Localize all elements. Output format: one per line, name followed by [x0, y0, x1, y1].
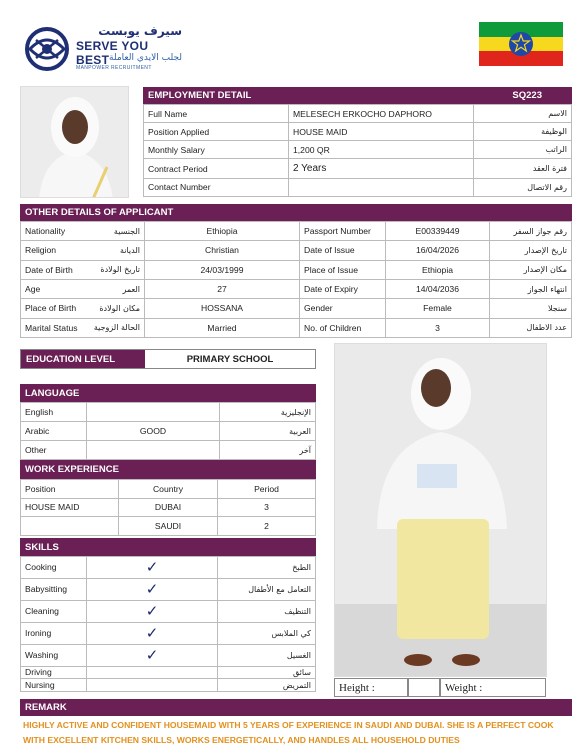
employment-value: MELESECH ERKOCHO DAPHORO [289, 105, 474, 123]
other-value: Christian [145, 241, 300, 260]
language-title: LANGUAGE [25, 387, 80, 399]
remark-title: REMARK [25, 702, 67, 713]
language-header [20, 384, 316, 402]
other-arabic-label-2: عدد الاطفال [490, 318, 572, 337]
skill-label: Babysitting [21, 578, 87, 600]
skill-check-icon: ✓ [87, 600, 218, 622]
logo [22, 24, 182, 74]
skill-label: Driving [21, 666, 87, 679]
skill-check-icon: ✓ [87, 557, 218, 579]
other-arabic-label: الجنسية [89, 222, 145, 241]
height-label: Height : [339, 681, 375, 694]
weight-label: Weight : [445, 681, 483, 694]
work-experience-cell: HOUSE MAID [21, 498, 119, 517]
employment-row [144, 159, 572, 179]
skill-label: Cooking [21, 557, 87, 579]
skills-header [20, 538, 316, 556]
logo-arabic-name: سيرف يوبست [98, 24, 182, 38]
skill-arabic-label: التنظيف [218, 600, 316, 622]
employment-row [144, 141, 572, 159]
skill-arabic-label: كي الملابس [218, 622, 316, 644]
language-label: English [21, 403, 87, 422]
other-arabic-label: مكان الولادة [89, 299, 145, 318]
logo-tagline: MANPOWER RECRUITMENT [76, 65, 152, 71]
other-value-2: Female [386, 299, 490, 318]
height-value-box [408, 678, 440, 697]
skill-check-icon: ✓ [87, 578, 218, 600]
employment-detail-title: EMPLOYMENT DETAIL [148, 90, 252, 101]
language-arabic-label: العربية [220, 422, 316, 441]
logo-english-name: SERVE YOU BEST [76, 39, 149, 67]
language-label: Arabic [21, 422, 87, 441]
weight-field [440, 678, 546, 697]
language-table [20, 402, 316, 460]
skill-row [21, 557, 316, 579]
language-level [87, 441, 220, 460]
other-label: Place of Birth [21, 299, 89, 318]
work-experience-table [20, 479, 316, 536]
employment-arabic-label: الراتب [474, 141, 572, 159]
skill-arabic-label: سائق [218, 666, 316, 679]
employment-detail-header [143, 87, 572, 104]
work-experience-cell [21, 517, 119, 536]
other-label: Date of Birth [21, 260, 89, 279]
logo-arabic-tagline: لجلب الايدي العاملة [109, 53, 182, 63]
other-value: Ethiopia [145, 222, 300, 241]
other-label: Nationality [21, 222, 89, 241]
employment-label: Monthly Salary [144, 141, 289, 159]
other-arabic-label: الديانة [89, 241, 145, 260]
language-arabic-label: الإنجليزية [220, 403, 316, 422]
other-value-2: Ethiopia [386, 260, 490, 279]
skill-row [21, 666, 316, 679]
other-label: Religion [21, 241, 89, 260]
other-details-row [21, 260, 572, 279]
skills-table [20, 556, 316, 692]
skill-arabic-label: التمريض [218, 679, 316, 692]
employment-detail-table [143, 104, 572, 197]
other-value-2: 16/04/2026 [386, 241, 490, 260]
other-details-table [20, 221, 572, 338]
language-row [21, 403, 316, 422]
employment-row [144, 105, 572, 123]
other-arabic-label-2: مكان الإصدار [490, 260, 572, 279]
language-row [21, 422, 316, 441]
other-value: 27 [145, 279, 300, 298]
employment-arabic-label: فترة العقد [474, 159, 572, 179]
work-experience-header [20, 460, 316, 479]
language-level: GOOD [87, 422, 220, 441]
work-experience-column-header: Country [119, 480, 218, 499]
skill-check-icon: ✓ [87, 622, 218, 644]
skill-arabic-label: الطبخ [218, 557, 316, 579]
other-label-2: Date of Issue [300, 241, 386, 260]
education-level-value: PRIMARY SCHOOL [186, 353, 274, 365]
logo-emblem-icon [22, 26, 72, 72]
employment-arabic-label: رقم الاتصال [474, 178, 572, 196]
language-row [21, 441, 316, 460]
skills-title: SKILLS [25, 541, 59, 553]
work-experience-row [21, 517, 316, 536]
language-arabic-label: آخر [220, 441, 316, 460]
work-experience-row [21, 498, 316, 517]
reference-code: SQ223 [512, 90, 542, 101]
other-details-header [20, 204, 572, 221]
other-details-row [21, 241, 572, 260]
other-details-title: OTHER DETAILS OF APPLICANT [25, 207, 174, 218]
other-arabic-label: الحالة الزوجية [89, 318, 145, 337]
skill-row [21, 622, 316, 644]
education-level-row [20, 349, 316, 369]
work-experience-cell: DUBAI [119, 498, 218, 517]
other-label-2: Date of Expiry [300, 279, 386, 298]
work-experience-header-row [21, 480, 316, 499]
employment-value: HOUSE MAID [289, 123, 474, 141]
other-details-row [21, 299, 572, 318]
employment-label: Position Applied [144, 123, 289, 141]
other-details-row [21, 279, 572, 298]
other-value-2: 14/04/2036 [386, 279, 490, 298]
remark-header [20, 699, 572, 716]
applicant-full-body-photo [334, 343, 547, 677]
skill-row [21, 644, 316, 666]
skill-row [21, 600, 316, 622]
other-value: HOSSANA [145, 299, 300, 318]
other-arabic-label-2: رقم جواز السفر [490, 222, 572, 241]
other-label: Age [21, 279, 89, 298]
other-label-2: Gender [300, 299, 386, 318]
skill-check-icon [87, 679, 218, 692]
work-experience-title: WORK EXPERIENCE [25, 464, 119, 475]
employment-label: Full Name [144, 105, 289, 123]
other-arabic-label-2: تاريخ الإصدار [490, 241, 572, 260]
employment-label: Contract Period [144, 159, 289, 179]
employment-value: 1,200 QR [289, 141, 474, 159]
employment-value: 2 Years [289, 159, 474, 179]
skill-arabic-label: التعامل مع الأطفال [218, 578, 316, 600]
other-arabic-label-2: سنجلا [490, 299, 572, 318]
skill-label: Ironing [21, 622, 87, 644]
skill-label: Washing [21, 644, 87, 666]
work-experience-cell: 3 [218, 498, 316, 517]
applicant-portrait-photo [20, 86, 129, 198]
height-field [334, 678, 408, 697]
employment-row [144, 178, 572, 196]
employment-row [144, 123, 572, 141]
language-level [87, 403, 220, 422]
skill-label: Cleaning [21, 600, 87, 622]
skill-label: Nursing [21, 679, 87, 692]
other-value-2: E00339449 [386, 222, 490, 241]
remark-text: HIGHLY ACTIVE AND CONFIDENT HOUSEMAID WITH 5 YEARS OF EXPERIENCE IN SAUDI AND DUBAI. SHE IS A PERFECT COOK WITH EXCELLENT KITCHEN SKILLS, WORKS ENERGETICALLY, AND HANDLES ALL HOUSEHOLD DUTIES [23, 720, 554, 745]
other-arabic-label: تاريخ الولادة [89, 260, 145, 279]
other-value-2: 3 [386, 318, 490, 337]
skill-check-icon: ✓ [87, 644, 218, 666]
other-value: Married [145, 318, 300, 337]
work-experience-cell: SAUDI [119, 517, 218, 536]
employment-arabic-label: الاسم [474, 105, 572, 123]
other-value: 24/03/1999 [145, 260, 300, 279]
employment-label: Contact Number [144, 178, 289, 196]
other-arabic-label-2: انتهاء الجواز [490, 279, 572, 298]
employment-value [289, 178, 474, 196]
skill-row [21, 578, 316, 600]
ethiopia-flag-icon [479, 22, 563, 66]
skill-arabic-label: الغسيل [218, 644, 316, 666]
other-details-row [21, 318, 572, 337]
other-label-2: No. of Children [300, 318, 386, 337]
work-experience-cell: 2 [218, 517, 316, 536]
other-label-2: Passport Number [300, 222, 386, 241]
work-experience-column-header: Period [218, 480, 316, 499]
other-details-row [21, 222, 572, 241]
skill-check-icon [87, 666, 218, 679]
other-label: Marital Status [21, 318, 89, 337]
other-label-2: Place of Issue [300, 260, 386, 279]
employment-arabic-label: الوظيفة [474, 123, 572, 141]
skill-row [21, 679, 316, 692]
language-label: Other [21, 441, 87, 460]
work-experience-column-header: Position [21, 480, 119, 499]
other-arabic-label: العمر [89, 279, 145, 298]
education-level-label: EDUCATION LEVEL [21, 350, 145, 368]
